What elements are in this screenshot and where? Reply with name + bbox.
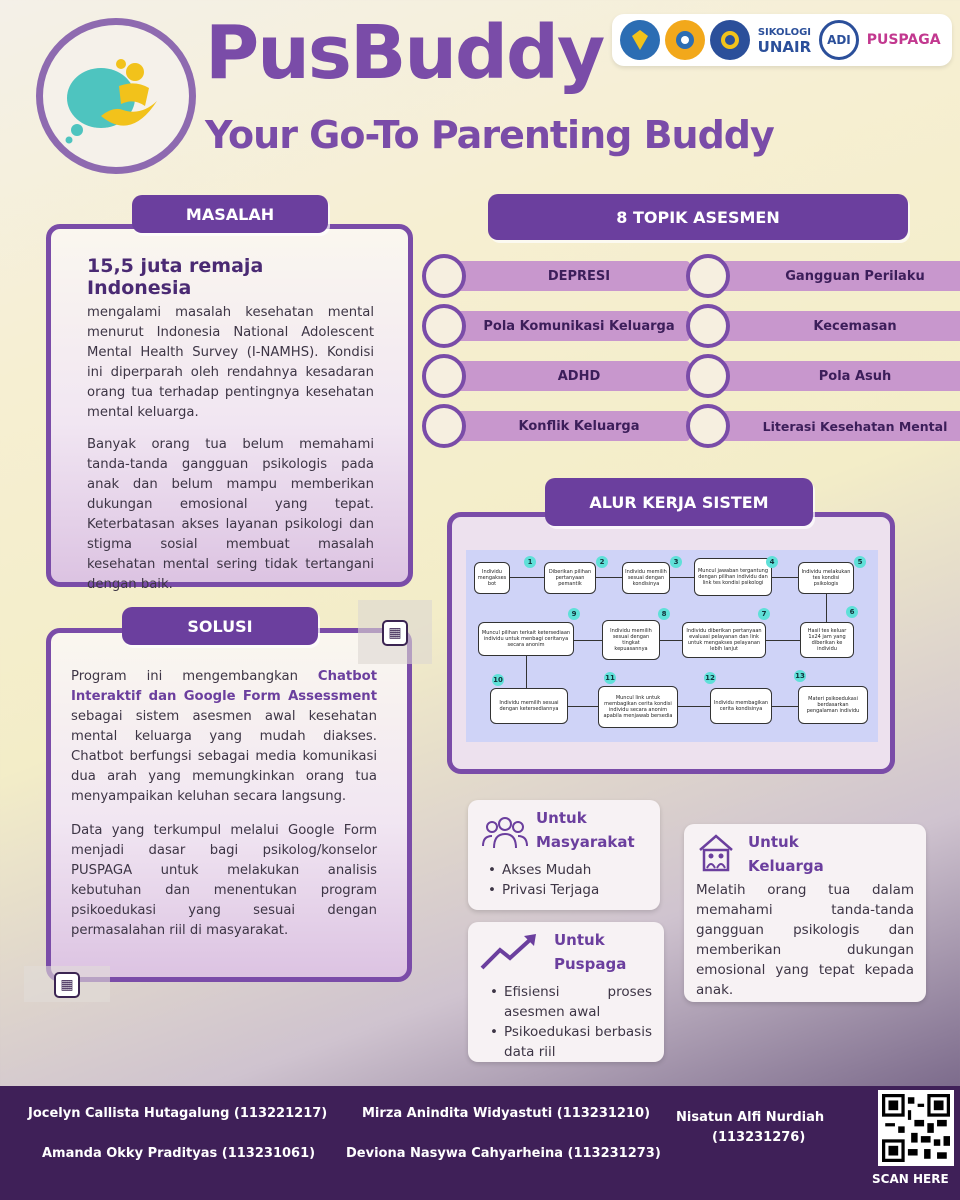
topic-item: [422, 304, 690, 348]
topic-label: Kecemasan: [718, 311, 960, 341]
masalah-card: [46, 224, 413, 592]
flow-connector: [574, 640, 602, 641]
flow-step-number: 13: [795, 672, 805, 680]
topic-label: ADHD: [454, 361, 690, 391]
masyarakat-list: [488, 860, 648, 900]
masalah-paragraph-1: mengalami masalah kesehatan mental menurut Indonesia National Adolescent Mental Health Survey (I-NAMHS). Kondisi ini diperparah oleh rendahnya kesadaran orang tua terhadap pentingnya kesehatan mental keluarga.: [87, 305, 374, 420]
topic-item: [422, 354, 690, 398]
flow-step-number: 1: [524, 556, 536, 568]
alur-tab: ALUR KERJA SISTEM: [545, 478, 813, 526]
flow-step-number: 10: [493, 676, 503, 684]
flow-step: Materi psikoedukasi berdasarkan pengalaman individu: [798, 686, 868, 724]
team-member: Jocelyn Callista Hutagalung (113221217): [28, 1106, 328, 1121]
unair-seal-icon: [710, 20, 750, 60]
topic-circle: [422, 404, 466, 448]
masalah-tab: MASALAH: [132, 195, 328, 233]
flow-diagram: [466, 550, 878, 742]
flow-step: Hasil tes keluar 1x24 jam yang diberikan ke individu: [800, 622, 854, 658]
list-item: • Efisiensi proses asesmen awal: [490, 982, 652, 1022]
masyarakat-card: [468, 800, 660, 910]
topic-label: Pola Komunikasi Keluarga: [454, 311, 690, 341]
masyarakat-title: Untuk Masyarakat: [536, 809, 635, 851]
flow-step-number: 8: [658, 608, 670, 620]
page-subtitle: Your Go-To Parenting Buddy: [205, 113, 774, 157]
puspaga-list: [490, 982, 652, 1062]
topic-item: [422, 254, 690, 298]
page-title: PusBuddy: [205, 10, 604, 96]
footer: [0, 1086, 960, 1200]
solusi-highlight: Chatbot Interaktif dan Google Form Assessment: [71, 669, 377, 704]
topic-label: Gangguan Perilaku: [718, 261, 960, 291]
flow-connector: [568, 706, 598, 707]
topic-item: [686, 354, 960, 398]
team-member: Mirza Anindita Widyastuti (113231210): [362, 1106, 651, 1121]
flow-connector: [772, 577, 798, 578]
topik-left-column: [422, 254, 690, 448]
flow-step-number: 12: [705, 674, 715, 682]
flow-connector: [826, 594, 827, 624]
topic-label: Pola Asuh: [718, 361, 960, 391]
adi-logo: ADI: [819, 20, 859, 60]
flow-step: Individu melakukan tes kondisi psikologis: [798, 562, 854, 594]
topic-circle: [686, 304, 730, 348]
topic-item: [422, 404, 690, 448]
flow-step: Individu memilih sesuai dengan tingkat kepuasannya: [602, 620, 660, 660]
topic-circle: [422, 304, 466, 348]
keluarga-header: [696, 830, 914, 878]
flow-step: Diberikan pilihan pertanyaan pemantik: [544, 562, 596, 594]
topic-label: DEPRESI: [454, 261, 690, 291]
keluarga-text: Melatih orang tua dalam memahami tanda-tanda gangguan psikologis dan memberikan dukungan emosional yang tepat kepada anak.: [696, 882, 914, 998]
list-item: • Privasi Terjaga: [488, 880, 648, 900]
qr-code-icon: [882, 1094, 950, 1162]
pattern-icon: ▦: [54, 972, 80, 998]
scan-here-label: SCAN HERE: [872, 1172, 949, 1186]
team-member: Amanda Okky Pradityas (113231061): [42, 1146, 316, 1161]
solusi-card: [46, 628, 412, 982]
topic-item: [686, 304, 960, 348]
flow-step: Individu memilih sesuai dengan ketersediannya: [490, 688, 568, 724]
puspaga-logo: PUSPAGA: [866, 32, 941, 48]
team-member-id: (113231276): [712, 1130, 806, 1145]
topic-circle: [686, 254, 730, 298]
pusbuddy-logo-icon: [61, 46, 171, 146]
topic-circle: [422, 254, 466, 298]
flow-connector: [678, 706, 710, 707]
topic-item: [686, 254, 960, 298]
masyarakat-header: [480, 806, 648, 854]
qr-code[interactable]: [878, 1090, 954, 1166]
flow-step: Individu diberikan pertanyaan evaluasi pelayanan dan link untuk mengakses pelayanan lebih lanjut: [682, 622, 766, 658]
keluarga-card: [684, 824, 926, 1002]
flow-step-number: 6: [846, 606, 858, 618]
psikologi-unair-logo: SIKOLOGI UNAIR: [757, 27, 812, 56]
flow-step-number: 7: [758, 608, 770, 620]
list-item: • Akses Mudah: [488, 860, 648, 880]
family-home-icon: [696, 832, 736, 872]
flow-step-number: 2: [596, 556, 608, 568]
topik-tab: 8 TOPIK ASESMEN: [488, 194, 908, 240]
flow-step: Individu membagikan cerita kondisinya: [710, 688, 772, 724]
flow-connector: [510, 577, 544, 578]
flow-step-number: 9: [568, 608, 580, 620]
flow-connector: [526, 656, 527, 688]
masalah-paragraph-2: Banyak orang tua belum memahami tanda-tanda gangguan psikologis pada anak dan belum mampu memberikan dukungan emosional yang tepat. Keterbatasan akses layanan psikologi dan stigma sosial membuat masalah kesehatan mental sering tidak tertangani dengan baik.: [87, 437, 374, 592]
topic-item: [686, 404, 960, 448]
partner-logos: [612, 14, 952, 66]
solusi-paragraph-2: Data yang terkumpul melalui Google Form menjadi dasar bagi psikolog/konselor PUSPAGA untuk melakukan analisis kebutuhan dan menentukan program psikoedukasi yang sesuai dengan permasalahan riil di masyarakat.: [71, 823, 377, 938]
team-member: Nisatun Alfi Nurdiah: [676, 1110, 825, 1125]
topik-right-column: [686, 254, 960, 448]
puspaga-card: [468, 922, 664, 1062]
masalah-headline: 15,5 juta remaja Indonesia: [87, 255, 264, 299]
flow-connector: [772, 706, 798, 707]
puspaga-header: [480, 928, 652, 976]
flow-connector: [596, 577, 622, 578]
kemdikbud-logo-icon: [620, 20, 660, 60]
solusi-paragraph-1: Program ini mengembangkan Chatbot Interaktif dan Google Form Assessment sebagai sistem asesmen awal kesehatan mental keluarga yang mudah diakses. Chatbot berfungsi sebagai media komunikasi dua arah yang memungkinkan orang tua menyampaikan keluhan secara langsung.: [71, 669, 377, 804]
topic-circle: [686, 404, 730, 448]
flow-step: Muncul jawaban tergantung dengan pilihan individu dan link tes kondisi psikologi: [694, 558, 772, 596]
team-member: Deviona Nasywa Cahyarheina (113231273): [346, 1146, 661, 1161]
flow-step-number: 11: [605, 674, 615, 682]
university-logo-icon: [665, 20, 705, 60]
list-item: • Psikoedukasi berbasis data riil: [490, 1022, 652, 1062]
people-group-icon: [480, 812, 530, 852]
topic-circle: [422, 354, 466, 398]
solusi-tab: SOLUSI: [122, 607, 318, 645]
flow-connector: [766, 640, 800, 641]
flow-connector: [660, 640, 682, 641]
flow-step-number: 3: [670, 556, 682, 568]
topic-circle: [686, 354, 730, 398]
topic-label: Konflik Keluarga: [454, 411, 690, 441]
topic-label: Literasi Kesehatan Mental: [718, 411, 960, 441]
trend-up-icon: [480, 932, 540, 972]
keluarga-title: Untuk Keluarga: [748, 833, 824, 875]
flow-step: Individu mengakses bot: [474, 562, 510, 594]
flow-step-number: 5: [854, 556, 866, 568]
pattern-icon: ▦: [382, 620, 408, 646]
flow-step: Individu memilih sesuai dengan kondisinya: [622, 562, 670, 594]
puspaga-title: Untuk Puspaga: [554, 931, 627, 973]
flow-connector: [670, 577, 694, 578]
flow-step: Muncul pilihan terkait ketersediaan individu untuk menbagi ceritanya secara anonim: [478, 622, 574, 656]
flow-step: Muncul link untuk membagikan cerita kondisi individu secara anonim apabila menjawab bersedia: [598, 686, 678, 728]
flow-step-number: 4: [766, 556, 778, 568]
pusbuddy-logo: [36, 18, 196, 174]
